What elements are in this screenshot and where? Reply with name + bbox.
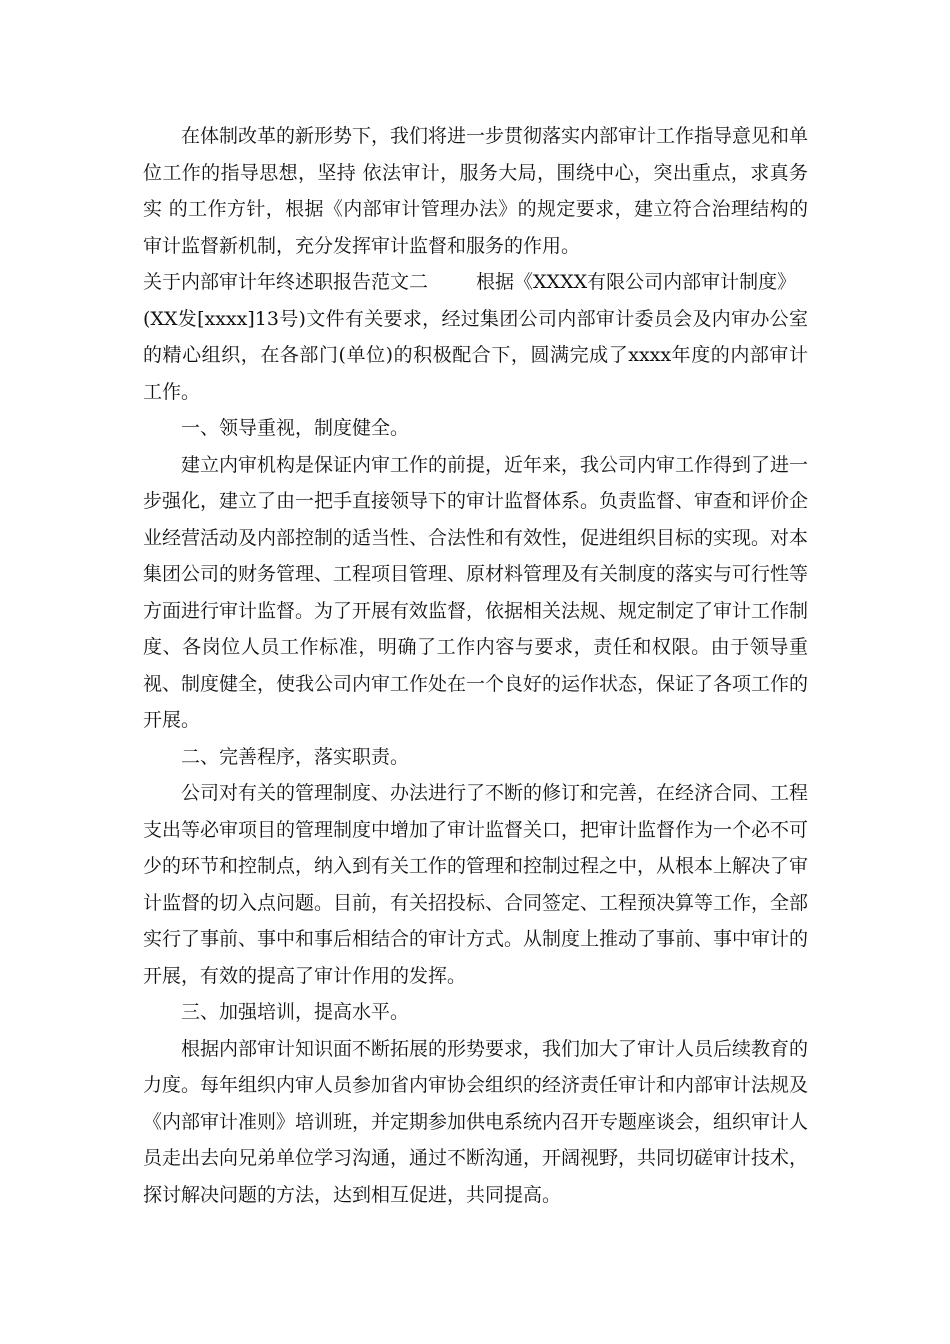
paragraph-section-3: 根据内部审计知识面不断拓展的形势要求，我们加大了审计人员后续教育的力度。每年组织内审人员参加省内审协会组织的经济责任审计和内部审计法规及《内部审计准则》培训班，并定期参加供电系统内召开专题座谈会，组织审计人员走出去向兄弟单位学习沟通，通过不断沟通，开阔视野，共同切磋审计技术，探讨解决问题的方法，达到相互促进，共同提高。 xyxy=(143,1037,809,1206)
section-heading-3: 三、加强培训，提高水平。 xyxy=(181,1001,410,1023)
section-heading-1: 一、领导重视，制度健全。 xyxy=(181,417,410,439)
document-body xyxy=(143,118,808,1213)
paragraph-basis: (XX发[xxxx]13号)文件有关要求，经过集团公司内部审计委员会及内审办公室的精心组织，在各部门(单位)的积极配合下，圆满完成了xxxx年度的内部审计工作。 xyxy=(143,307,808,403)
report-title-line xyxy=(143,264,808,301)
report-title: 关于内部审计年终述职报告范文二 xyxy=(143,271,429,293)
paragraph-section-2: 公司对有关的管理制度、办法进行了不断的修订和完善，在经济合同、工程支出等必审项目的管理制度中增加了审计监督关口，把审计监督作为一个必不可少的环节和控制点，纳入到有关工作的管理和控制过程之中，从根本上解决了审计监督的切入点问题。目前，有关招投标、合同签定、工程预决算等工作，全部实行了事前、事中和事后相结合的审计方式。从制度上推动了事前、事中审计的开展，有效的提高了审计作用的发挥。 xyxy=(143,782,809,987)
report-lead-text: 根据《XXXX有限公司内部审计制度》 xyxy=(476,271,797,293)
paragraph-intro: 在体制改革的新形势下，我们将进一步贯彻落实内部审计工作指导意见和单位工作的指导思想，坚持 依法审计，服务大局，围绕中心，突出重点，求真务实 的工作方针，根据《内部审计管理办法》的规定要求，建立符合治理结构的审计监督新机制，充分发挥审计监督和服务的作用。 xyxy=(143,125,809,257)
section-heading-2: 二、完善程序，落实职责。 xyxy=(181,745,410,768)
paragraph-section-1: 建立内审机构是保证内审工作的前提，近年来，我公司内审工作得到了进一步强化，建立了由一把手直接领导下的审计监督体系。负责监督、审查和评价企业经营活动及内部控制的适当性、合法性和有效性，促进组织目标的实现。对本集团公司的财务管理、工程项目管理、原材料管理及有关制度的落实与可行性等方面进行审计监督。为了开展有效监督，依据相关法规、规定制定了审计工作制度、各岗位人员工作标准，明确了工作内容与要求，责任和权限。由于领导重视、制度健全，使我公司内审工作处在一个良好的运作状态，保证了各项工作的开展。 xyxy=(143,453,809,731)
